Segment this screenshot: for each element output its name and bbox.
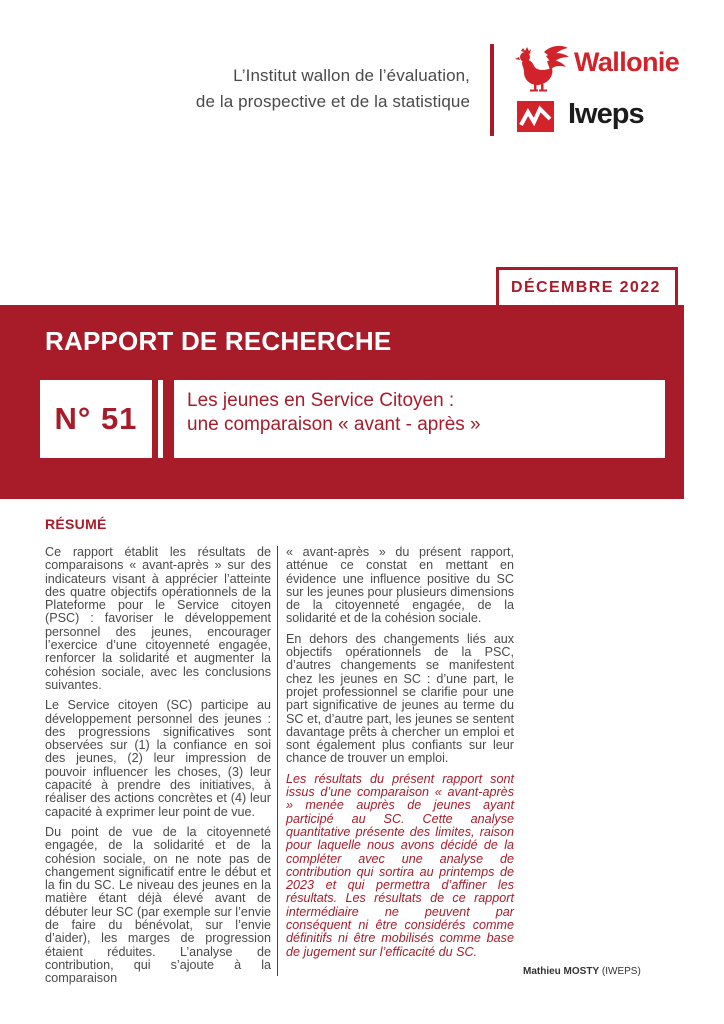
header-divider	[490, 44, 494, 136]
iweps-logo-icon	[517, 101, 554, 132]
column-divider	[277, 546, 278, 976]
summary-paragraph: « avant-après » du présent rapport, atténue ce constat en mettant en évidence une influence positive du SC sur les jeunes pour plusieurs dimensions de la citoyenneté engagée, de la solidarité et de la cohésion sociale.	[286, 545, 514, 626]
institute-name-line1: L’Institut wallon de l’évaluation,	[233, 66, 470, 85]
report-number: N° 51	[54, 401, 138, 436]
summary-note: Les résultats du présent rapport sont issus d’une comparaison « avant-après » menée auprès de jeunes ayant participé au SC. Cette analyse quantitative présente des limites, raison pour laquelle nous avons décidé de la compléter avec une analyse de contribution qui sortira au printemps de 2023 et qui permettra d’affiner les résultats. Les résultats de ce rapport intermédiaire ne peuvent par conséquent ni être considérés comme définitifs ni être mobilisés comme base de jugement sur l’efficacité du SC.	[286, 771, 514, 959]
summary-paragraph: En dehors des changements liés aux objectifs opérationnels de la PSC, d’autres changements se manifestent chez les jeunes en SC : d’une part, le projet professionnel se clarifie pour une part significative de jeunes au terme du SC et, d’autre part, les jeunes se sentent davantage prêts à chercher un emploi et sont également plus confiants sur leur chance de trouver un emploi.	[286, 631, 514, 766]
author-name: Mathieu MOSTY	[523, 966, 600, 977]
summary-paragraph: Le Service citoyen (SC) participe au développement personnel des jeunes : des progressions significatives sont observées sur (1) la confiance en soi des jeunes, (2) leur impression de pouvoir influencer les choses, (3) leur capacité à prendre des initiatives, à réaliser des actions concrètes et (4) leur capacité à exprimer leur point de vue.	[45, 698, 271, 819]
summary-paragraph: Du point de vue de la citoyenneté engagée, de la solidarité et de la cohésion sociale, on ne note pas de changement significatif entre le début et la fin du SC. Le niveau des jeunes en la matière étant déjà élevé avant de débuter leur SC (par exemple sur l’envie de faire du bénévolat, sur l’envie d’aider), les marges de progression étaient réduites. L’analyse de contribution, qui s’ajoute à la comparaison	[45, 824, 271, 986]
report-type-heading: RAPPORT DE RECHERCHE	[45, 326, 392, 356]
summary-heading: RÉSUMÉ	[45, 516, 107, 532]
number-title-divider	[158, 380, 163, 458]
report-title-line2: une comparaison « avant - après »	[187, 414, 481, 435]
wallonie-logo-text: Wallonie	[574, 47, 680, 77]
iweps-logo-text: Iweps	[568, 98, 644, 130]
summary-left-column	[45, 546, 271, 993]
rooster-icon	[514, 44, 570, 92]
author-affiliation: (IWEPS)	[601, 966, 641, 977]
institute-name-line2: de la prospective et de la statistique	[195, 92, 470, 111]
summary-paragraph: Ce rapport établit les résultats de comparaisons « avant-après » sur des indicateurs visant à apprécier l’atteinte des quatre objectifs opérationnels de la Plateforme pour le Service citoyen (PSC) : favoriser le développement personnel des jeunes, encourager l’exercice d’une citoyenneté engagée, renforcer la solidarité et augmenter la cohésion sociale, avec les conclusions suivantes.	[45, 545, 271, 692]
author-credit	[523, 966, 641, 977]
report-title-line1: Les jeunes en Service Citoyen :	[187, 390, 455, 411]
summary-right-column	[286, 546, 514, 966]
publication-date: DÉCEMBRE 2022	[511, 279, 661, 296]
